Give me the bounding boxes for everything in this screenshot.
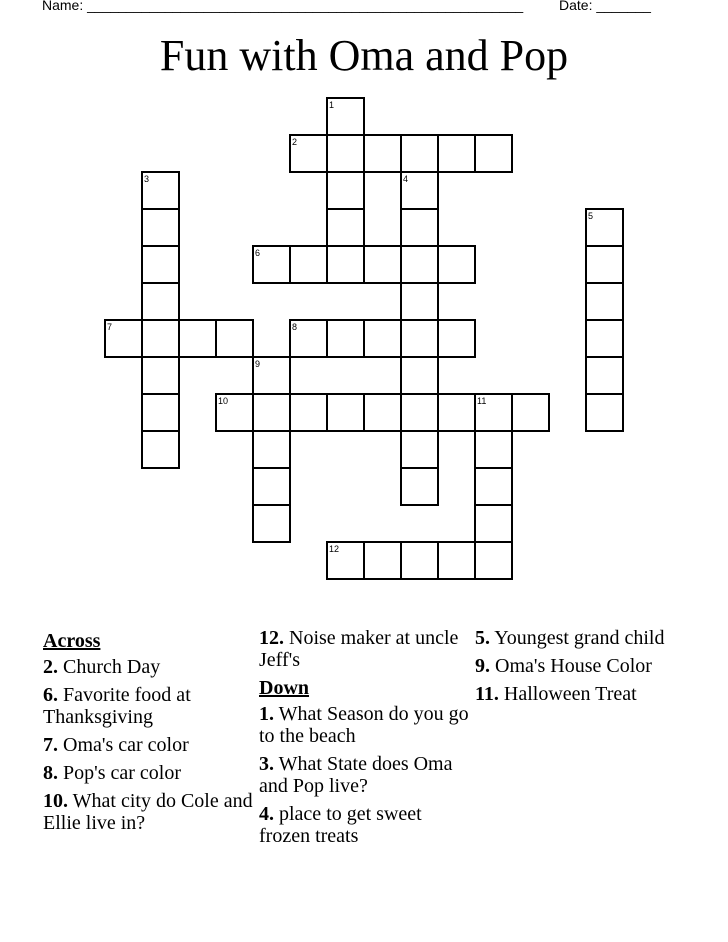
clue-number-label: 11 (477, 396, 487, 406)
clue-number-label: 3 (144, 174, 150, 184)
clue-number: 4. (259, 803, 274, 825)
down-heading: Down (259, 677, 310, 699)
clue-number-label: 9 (255, 359, 261, 369)
name-field-label: Name: ________________________________________________________ (42, 0, 524, 13)
across-heading: Across (43, 630, 101, 652)
grid-cell[interactable] (438, 135, 475, 172)
clue-number-label: 6 (255, 248, 261, 258)
clue-number: 10. (43, 790, 68, 812)
grid-cell[interactable] (364, 320, 401, 357)
grid-cell[interactable] (401, 431, 438, 468)
grid-cell[interactable] (401, 468, 438, 505)
clue-number-label: 12 (329, 544, 340, 554)
grid-cell[interactable] (327, 172, 364, 209)
across-clue (259, 627, 469, 671)
grid-cell[interactable] (253, 505, 290, 542)
clue-column-3 (475, 627, 715, 711)
clue-number: 1. (259, 703, 274, 725)
grid-cell[interactable] (142, 246, 179, 283)
clue-text: Noise maker at uncle Jeff's (259, 627, 459, 671)
clue-text: Favorite food at Thanksgiving (43, 684, 191, 728)
grid-cell[interactable] (438, 320, 475, 357)
clue-number: 8. (43, 762, 58, 784)
grid-cell[interactable] (364, 135, 401, 172)
down-clue (475, 627, 715, 649)
grid-cell[interactable] (142, 209, 179, 246)
clue-text: What State does Oma and Pop live? (259, 753, 453, 797)
grid-cell[interactable] (475, 542, 512, 579)
grid-cell[interactable] (586, 320, 623, 357)
grid-cell[interactable] (216, 320, 253, 357)
clue-number-label: 1 (329, 100, 335, 110)
grid-cell[interactable] (438, 246, 475, 283)
grid-cell[interactable] (512, 394, 549, 431)
clue-text: What city do Cole and Ellie live in? (43, 790, 253, 834)
clue-text: place to get sweet frozen treats (259, 803, 422, 847)
grid-cell[interactable] (253, 431, 290, 468)
clue-text: Youngest grand child (494, 627, 665, 649)
grid-cell[interactable] (327, 320, 364, 357)
down-clue (259, 703, 469, 747)
grid-cell[interactable] (401, 283, 438, 320)
grid-cell[interactable] (142, 320, 179, 357)
clue-text: Pop's car color (63, 762, 182, 784)
clue-number: 9. (475, 655, 490, 677)
grid-cell[interactable] (253, 468, 290, 505)
grid-cell[interactable] (327, 209, 364, 246)
across-clue (43, 656, 255, 678)
clue-number-label: 2 (292, 137, 298, 147)
puzzle-title: Fun with Oma and Pop (159, 31, 569, 80)
grid-cell[interactable] (327, 135, 364, 172)
clue-number-label: 7 (107, 322, 113, 332)
grid-cell[interactable] (401, 135, 438, 172)
clue-text: Oma's car color (63, 734, 189, 756)
grid-cell[interactable] (290, 246, 327, 283)
grid-cell[interactable] (475, 135, 512, 172)
grid-cell[interactable] (364, 394, 401, 431)
grid-cell[interactable] (142, 394, 179, 431)
grid-cell[interactable] (327, 394, 364, 431)
clue-number: 6. (43, 684, 58, 706)
clue-text: Church Day (63, 656, 161, 678)
clue-number: 7. (43, 734, 58, 756)
grid-cell[interactable] (253, 394, 290, 431)
clue-number: 11. (475, 683, 499, 705)
clue-number-label: 5 (588, 211, 594, 221)
grid-cell[interactable] (401, 246, 438, 283)
grid-cell[interactable] (364, 542, 401, 579)
down-clue (259, 753, 469, 797)
grid-cell[interactable] (475, 468, 512, 505)
clue-number: 3. (259, 753, 274, 775)
clue-text: What Season do you go to the beach (259, 703, 469, 747)
grid-cell[interactable] (327, 246, 364, 283)
down-clue (475, 683, 715, 705)
clue-number-label: 4 (403, 174, 409, 184)
grid-cell[interactable] (401, 320, 438, 357)
grid-cell[interactable] (586, 357, 623, 394)
down-clue (259, 803, 469, 847)
grid-cell[interactable] (364, 246, 401, 283)
clue-number: 5. (475, 627, 490, 649)
across-clue (43, 734, 255, 756)
date-field-label: Date: _______ (559, 0, 651, 13)
clue-text: Oma's House Color (495, 655, 652, 677)
across-clue (43, 790, 255, 834)
grid-cell[interactable] (586, 283, 623, 320)
clue-number: 2. (43, 656, 58, 678)
grid-cell[interactable] (142, 357, 179, 394)
clue-column-1 (43, 627, 255, 840)
grid-cell[interactable] (586, 246, 623, 283)
clue-number-label: 8 (292, 322, 298, 332)
grid-cell[interactable] (179, 320, 216, 357)
grid-cell[interactable] (475, 505, 512, 542)
grid-cell[interactable] (475, 431, 512, 468)
clue-text: Halloween Treat (503, 683, 637, 705)
down-clue (475, 655, 715, 677)
across-clue (43, 762, 255, 784)
grid-cell[interactable] (401, 394, 438, 431)
grid-cell[interactable] (290, 394, 327, 431)
grid-cell[interactable] (142, 431, 179, 468)
grid-cell[interactable] (438, 394, 475, 431)
grid-cell[interactable] (142, 283, 179, 320)
grid-cell[interactable] (438, 542, 475, 579)
grid-cell[interactable] (586, 394, 623, 431)
grid-cell[interactable] (401, 542, 438, 579)
grid-cell[interactable] (401, 357, 438, 394)
clue-number: 12. (259, 627, 284, 649)
clue-number-label: 10 (218, 396, 229, 406)
clue-column-2 (259, 627, 469, 853)
across-clue (43, 684, 255, 728)
grid-cell[interactable] (401, 209, 438, 246)
